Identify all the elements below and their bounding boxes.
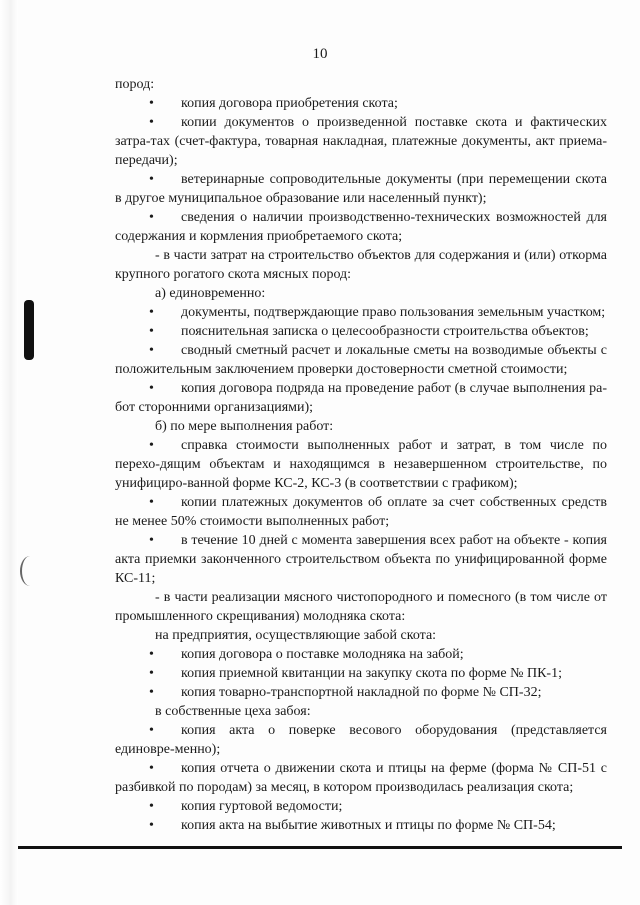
page-number: 10 xyxy=(312,46,328,62)
paragraph: пород: xyxy=(115,77,155,92)
bullet-text: копия договора подряда на проведение работ (в случае выполнения ра-бот сторонними организациями); xyxy=(115,381,607,415)
bullet-icon: • xyxy=(149,172,154,187)
bullet-icon: • xyxy=(149,685,154,700)
bullet-item xyxy=(115,322,607,341)
bullet-item xyxy=(115,208,607,246)
bullet-text: копия договора о поставке молодняка на забой; xyxy=(181,647,464,662)
bullet-icon: • xyxy=(149,305,154,320)
bullet-icon: • xyxy=(149,533,154,548)
bullet-text: копия акта на выбытие животных и птицы по форме № СП-54; xyxy=(181,818,556,833)
punch-hole-mark xyxy=(20,556,40,586)
bullet-item xyxy=(115,721,607,759)
bullet-text: сведения о наличии производственно-технических возможностей для содержания и кормления приобретаемого скота; xyxy=(115,210,607,244)
bullet-icon: • xyxy=(149,495,154,510)
bullet-item xyxy=(115,797,607,816)
paragraph: на предприятия, осуществляющие забой скота: xyxy=(155,628,437,643)
bottom-rule xyxy=(18,846,622,849)
paragraph: - в части затрат на строительство объектов для содержания и (или) откорма крупного рогатого скота мясных пород: xyxy=(115,248,607,282)
bullet-icon: • xyxy=(149,723,154,738)
bullet-icon: • xyxy=(149,818,154,833)
bullet-item xyxy=(115,645,607,664)
bullet-item xyxy=(115,94,607,113)
bullet-icon: • xyxy=(149,96,154,111)
bullet-item xyxy=(115,531,607,588)
document-body xyxy=(115,75,607,835)
binder-mark xyxy=(24,300,34,360)
bullet-text: копии платежных документов об оплате за счет собственных средств не менее 50% стоимости выполненных работ; xyxy=(115,495,607,529)
bullet-item xyxy=(115,113,607,170)
bullet-icon: • xyxy=(149,666,154,681)
bullet-icon: • xyxy=(149,115,154,130)
paragraph: - в части реализации мясного чистопородного и помесного (в том числе от промышленного скрещивания) молодняка скота: xyxy=(115,590,607,624)
bullet-icon: • xyxy=(149,799,154,814)
bullet-icon: • xyxy=(149,210,154,225)
bullet-item xyxy=(115,664,607,683)
bullet-text: копия приемной квитанции на закупку скота по форме № ПК-1; xyxy=(181,666,562,681)
bullet-item xyxy=(115,683,607,702)
bullet-text: копия гуртовой ведомости; xyxy=(181,799,343,814)
bullet-text: сводный сметный расчет и локальные сметы на возводимые объекты с положительным заключением проверки достоверности сметной стоимости; xyxy=(115,343,607,377)
bullet-item xyxy=(115,816,607,835)
bullet-text: копия акта о поверке весового оборудования (представляется единовре-менно); xyxy=(115,723,607,757)
bullet-text: пояснительная записка о целесообразности строительства объектов; xyxy=(181,324,589,339)
bullet-text: копии документов о произведенной поставке скота и фактических затра-тах (счет-фактура, товарная накладная, платежные документы, акт приема-передачи); xyxy=(115,115,607,168)
paragraph: в собственные цеха забоя: xyxy=(155,704,311,719)
bullet-item xyxy=(115,759,607,797)
scan-left-edge xyxy=(0,0,18,905)
bullet-text: копия товарно-транспортной накладной по форме № СП-32; xyxy=(181,685,542,700)
bullet-item xyxy=(115,341,607,379)
bullet-icon: • xyxy=(149,438,154,453)
bullet-icon: • xyxy=(149,381,154,396)
bullet-item xyxy=(115,303,607,322)
bullet-icon: • xyxy=(149,647,154,662)
bullet-text: ветеринарные сопроводительные документы (при перемещении скота в другое муниципальное образование или населенный пункт); xyxy=(115,172,607,206)
bullet-text: копия отчета о движении скота и птицы на ферме (форма № СП-51 с разбивкой по породам) за месяц, в котором производилась реализация скота; xyxy=(115,761,607,795)
paragraph: б) по мере выполнения работ: xyxy=(155,419,334,434)
bullet-text: в течение 10 дней с момента завершения всех работ на объекте - копия акта приемки законченного строительством объекта по унифицированной форме КС-11; xyxy=(115,533,607,586)
bullet-item xyxy=(115,493,607,531)
bullet-text: копия договора приобретения скота; xyxy=(181,96,398,111)
bullet-item xyxy=(115,170,607,208)
bullet-text: документы, подтверждающие право пользования земельным участком; xyxy=(181,305,606,320)
bullet-icon: • xyxy=(149,324,154,339)
bullet-item xyxy=(115,379,607,417)
bullet-icon: • xyxy=(149,761,154,776)
bullet-text: справка стоимости выполненных работ и затрат, в том числе по перехо-дящим объектам и находящимся в незавершенном строительстве, по унифициро-ванной форме КС-2, КС-3 (в соответствии с графиком); xyxy=(115,438,607,491)
bullet-icon: • xyxy=(149,343,154,358)
bullet-item xyxy=(115,436,607,493)
paragraph: а) единовременно: xyxy=(155,286,266,301)
